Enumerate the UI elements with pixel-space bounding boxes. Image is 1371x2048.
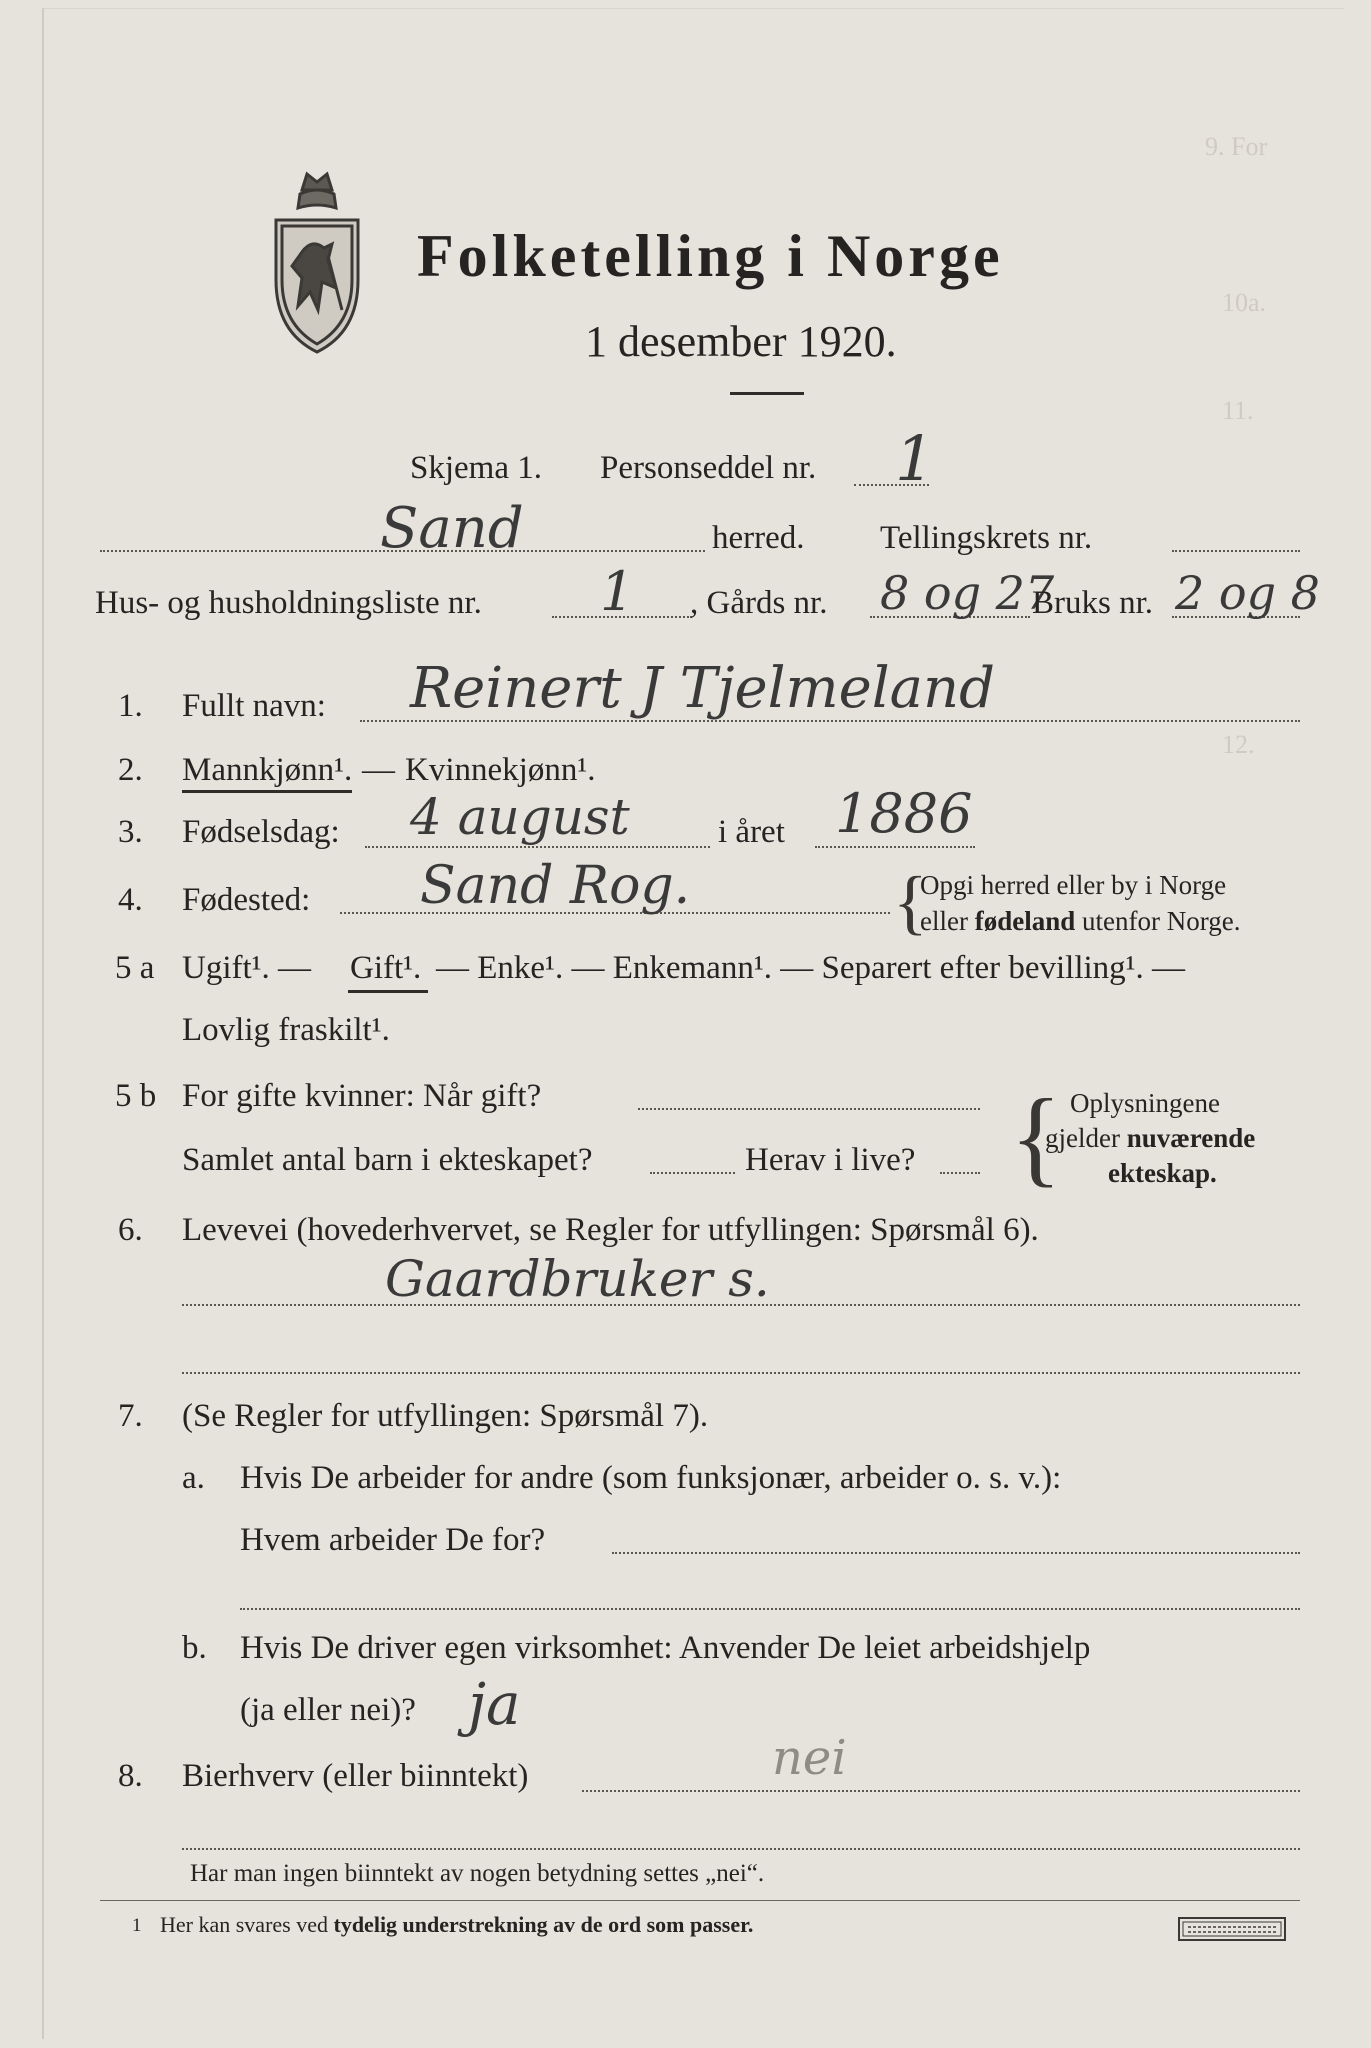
q7a-line2: Hvem arbeider De for? [240, 1522, 546, 1558]
q6-dotted-line-2 [182, 1372, 1300, 1374]
q4-label: Fødested: [182, 882, 311, 918]
q5a-others: — Enke¹. — Enkemann¹. — Separert efter bevilling¹. — [436, 950, 1186, 986]
q5b-naar-gift-dotted-line [638, 1108, 980, 1110]
birthday-value: 4 august [410, 788, 630, 846]
q7a-dotted-line-1 [612, 1552, 1300, 1554]
personseddel-label: Personseddel nr. [600, 450, 817, 486]
show-through-text: 10a. [1222, 288, 1267, 317]
q5a-ugift: Ugift¹. — [182, 950, 312, 986]
personseddel-value: 1 [895, 422, 935, 495]
hired-help-value: ja [468, 1670, 521, 1738]
q6-number: 6. [118, 1212, 143, 1248]
q3-label: Fødselsdag: [182, 814, 340, 850]
q7b-line2: (ja eller nei)? [240, 1692, 416, 1728]
form-title: Folketelling i Norge [417, 223, 1004, 289]
show-through-text: 9. For [1205, 132, 1268, 161]
birth-year-value: 1886 [835, 782, 973, 845]
q6-dotted-line-1 [182, 1304, 1300, 1306]
tellingskrets-dotted-line [1172, 550, 1300, 552]
q8-number: 8. [118, 1758, 143, 1794]
q3-year-label: i året [718, 814, 785, 850]
skjema-label: Skjema 1. [410, 450, 542, 486]
q4-number: 4. [118, 882, 143, 918]
q8-dotted-line-1 [582, 1790, 1300, 1792]
q3-dotted-line [365, 846, 710, 848]
q2-number: 2. [118, 752, 143, 788]
printer-stamp-icon [1178, 1917, 1286, 1941]
q5b-note-line2: gjelder nuværende [1045, 1123, 1256, 1153]
bruks-label: Bruks nr. [1032, 585, 1154, 621]
q7-label: (Se Regler for utfyllingen: Spørsmål 7). [182, 1398, 709, 1434]
form-date: 1 desember 1920. [585, 317, 897, 366]
q4-note-line1: Opgi herred eller by i Norge [920, 870, 1227, 900]
q5b-note-line1: Oplysningene [1070, 1088, 1220, 1118]
q7-number: 7. [118, 1398, 143, 1434]
q2-kvinnekjonn: Kvinnekjønn¹. [405, 752, 596, 788]
q5b-line2b: Herav i live? [745, 1142, 916, 1178]
show-through-text: 11. [1222, 396, 1254, 425]
q5b-line2a: Samlet antal barn i ekteskapet? [182, 1142, 593, 1178]
occupation-value: Gaardbruker s. [385, 1250, 770, 1308]
q2-dash: — [362, 752, 395, 788]
q8-dotted-line-2 [182, 1848, 1300, 1850]
q5b-line1: For gifte kvinner: Når gift? [182, 1078, 542, 1114]
herred-label: herred. [712, 520, 805, 556]
q7a-letter: a. [182, 1460, 205, 1496]
q8-label: Bierhverv (eller biinntekt) [182, 1758, 529, 1794]
q5b-number: 5 b [115, 1078, 157, 1114]
full-name-value: Reinert J Tjelmeland [410, 656, 995, 721]
q2-mannkjonn: Mannkjønn¹. [182, 752, 353, 788]
hus-label: Hus- og husholdningsliste nr. [95, 585, 482, 621]
side-income-value: nei [772, 1730, 847, 1786]
q5b-barn-dotted-line [650, 1172, 735, 1174]
q5a-number: 5 a [115, 950, 155, 986]
q7b-letter: b. [182, 1630, 207, 1666]
gaards-value: 8 og 27 [880, 566, 1055, 620]
q7b-line1: Hvis De driver egen virksomhet: Anvender De leiet arbeidshjelp [240, 1630, 1091, 1666]
norway-coat-of-arms-icon [262, 160, 372, 360]
q7a-dotted-line-2 [240, 1608, 1300, 1610]
footnote-text: Her kan svares ved tydelig understrekning av de ord som passer. [160, 1912, 754, 1937]
q4-note-line2: eller fødeland utenfor Norge. [920, 906, 1241, 936]
q1-number: 1. [118, 688, 143, 724]
q3-number: 3. [118, 814, 143, 850]
q5b-brace: { [1010, 1078, 1062, 1197]
q1-label: Fullt navn: [182, 688, 326, 724]
footer-note: Har man ingen biinntekt av nogen betydning settes „nei“. [190, 1860, 765, 1887]
q7a-line1: Hvis De arbeider for andre (som funksjonær, arbeider o. s. v.): [240, 1460, 1062, 1496]
gift-underline [348, 990, 428, 993]
footnote-mark: 1 [132, 1915, 142, 1936]
birthplace-value: Sand Rog. [420, 856, 691, 916]
gaards-label: , Gårds nr. [690, 585, 828, 621]
q5b-live-dotted-line [940, 1172, 980, 1174]
title-divider [730, 392, 804, 395]
q5a-gift: Gift¹. [350, 950, 422, 986]
q3-year-dotted-line [815, 846, 975, 848]
show-through-text: 12. [1222, 730, 1255, 759]
q5a-fraskilt: Lovlig fraskilt¹. [182, 1012, 390, 1048]
footnote-rule [100, 1900, 1300, 1901]
hus-value: 1 [600, 560, 635, 623]
q4-brace: { [893, 862, 928, 942]
q5b-note-line3: ekteskap. [1108, 1158, 1217, 1188]
q6-label: Levevei (hovederhvervet, se Regler for utfyllingen: Spørsmål 6). [182, 1212, 1039, 1248]
tellingskrets-label: Tellingskrets nr. [880, 520, 1093, 556]
bruks-value: 2 og 8 [1175, 566, 1320, 620]
mannkjonn-underline [182, 790, 352, 793]
herred-value: Sand [380, 496, 524, 561]
